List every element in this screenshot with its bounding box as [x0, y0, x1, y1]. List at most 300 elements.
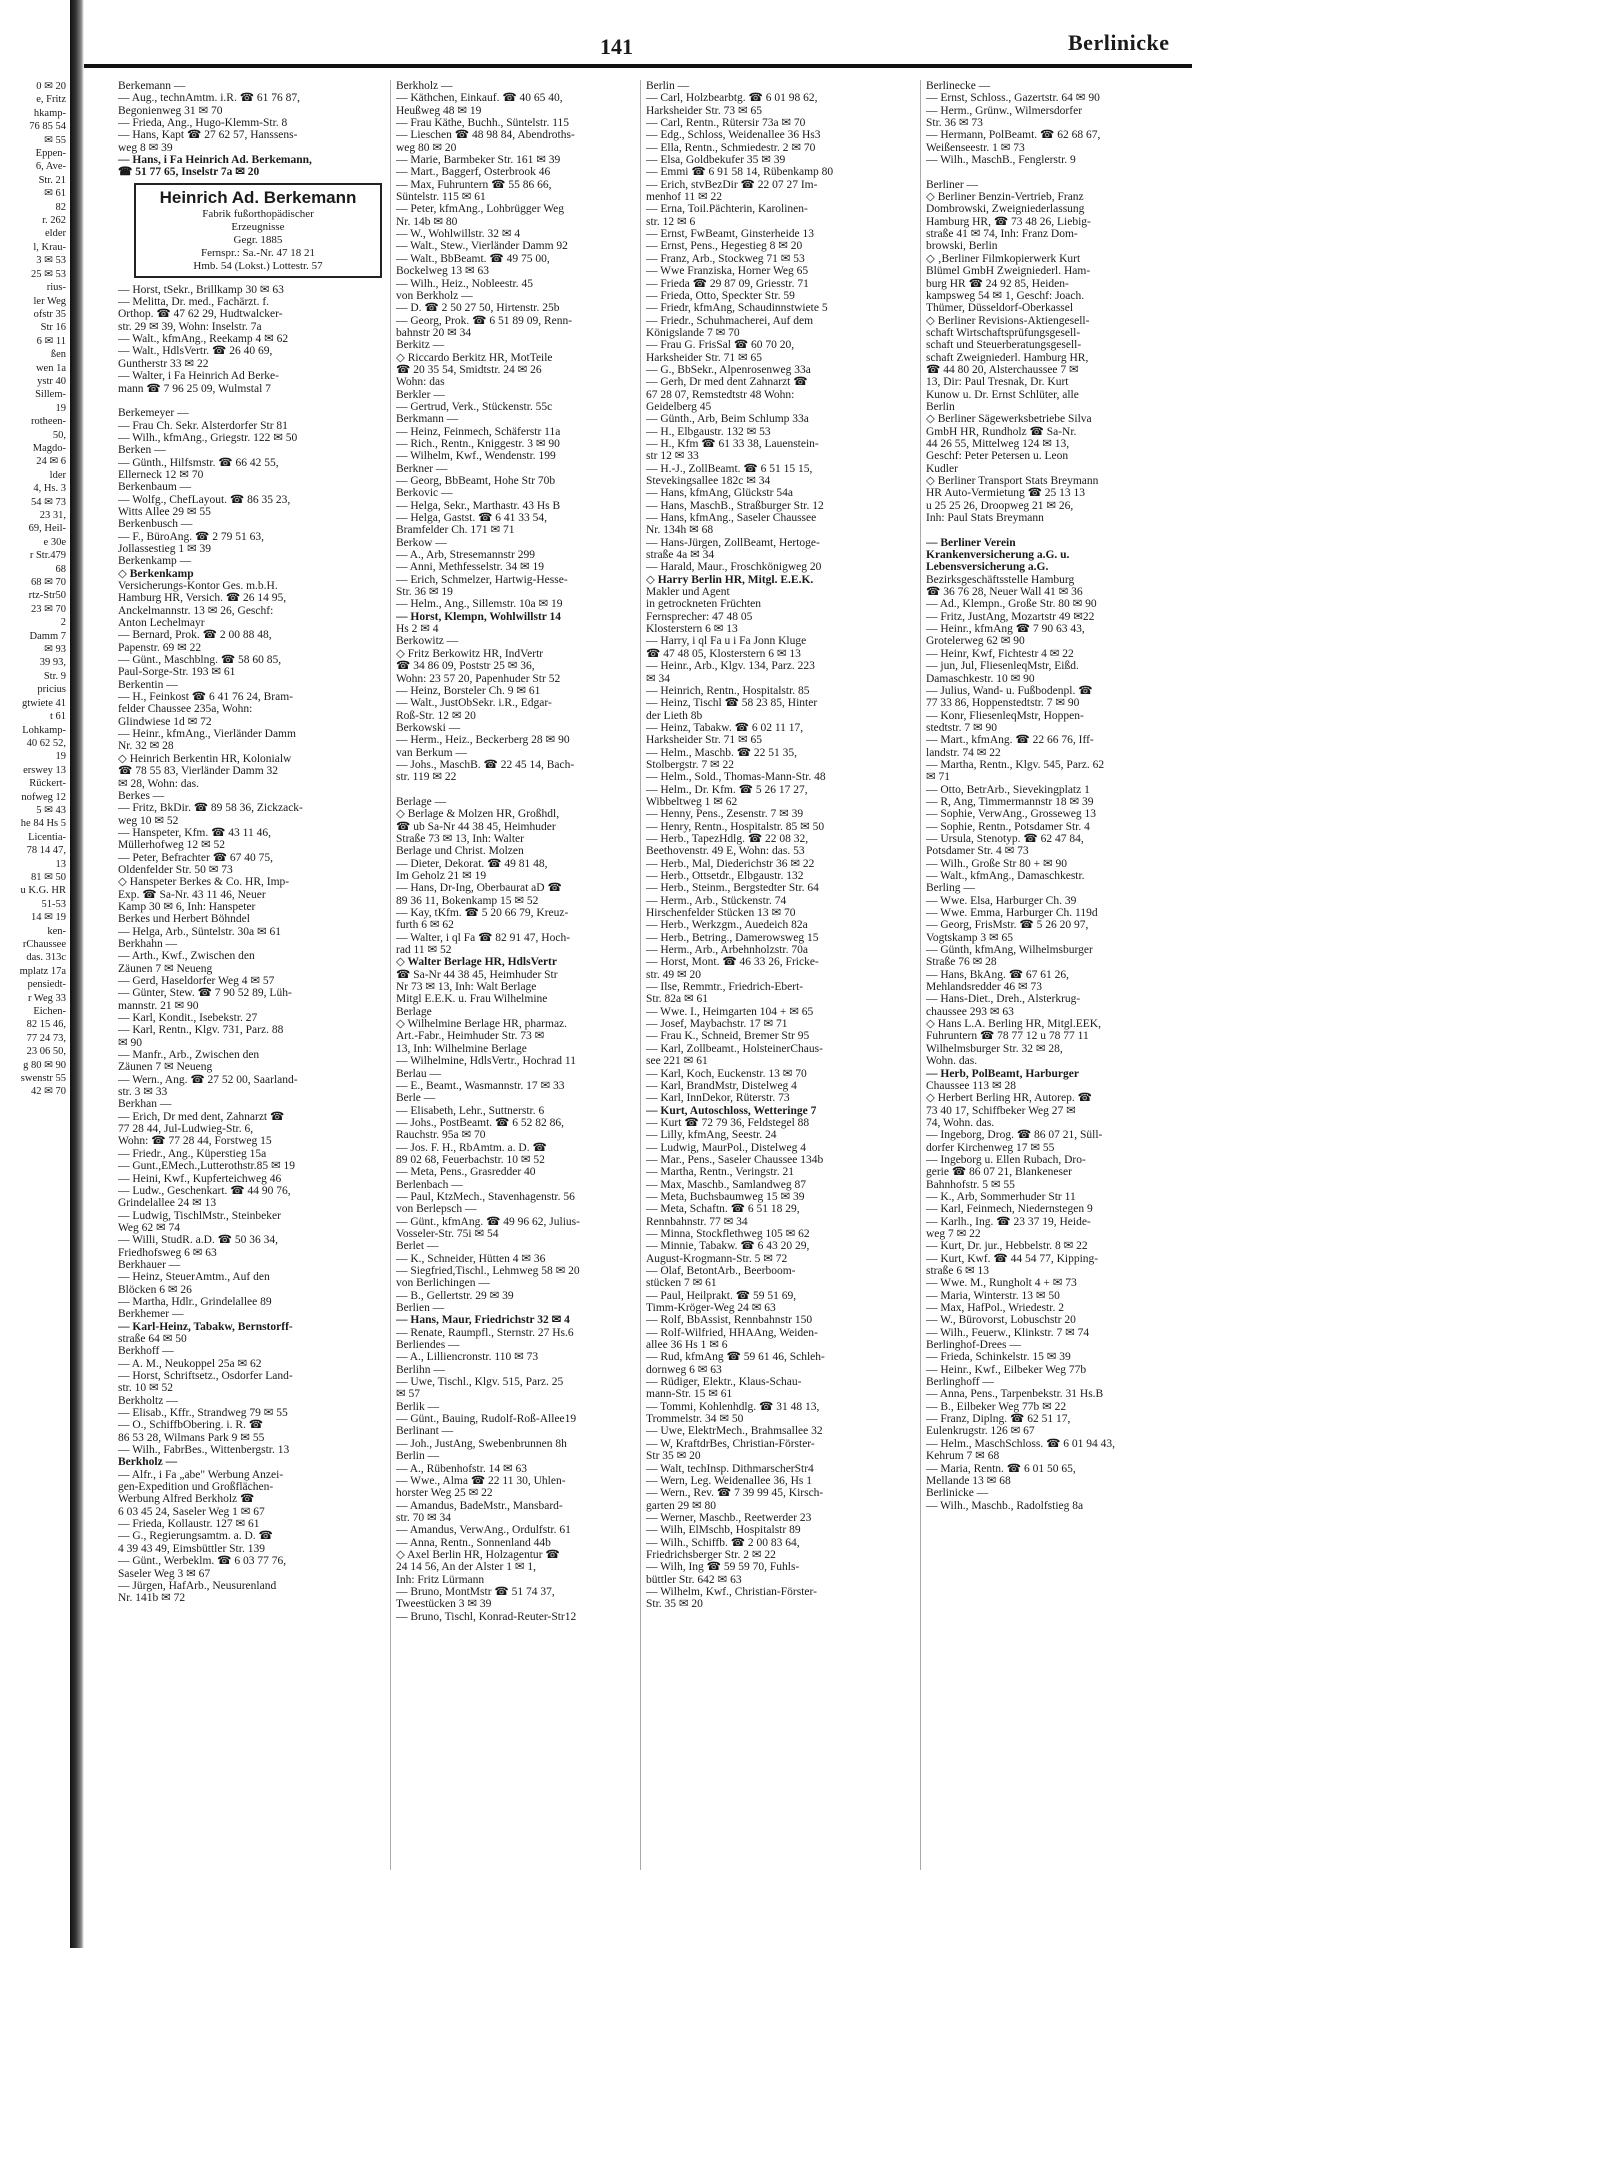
column-divider — [390, 80, 391, 1870]
previous-page-fragment: das. 313c — [26, 952, 66, 964]
directory-entry-line: — Frieda, Kollaustr. 127 ✉ 61 — [118, 1518, 260, 1531]
directory-entry-line: Berkhauer — — [118, 1258, 181, 1271]
previous-page-fragment: 5 ✉ 43 — [36, 804, 66, 816]
previous-page-fragment: mplatz 17a — [19, 965, 66, 977]
directory-entry-line: Oldenfelder Str. 50 ✉ 73 — [118, 863, 233, 876]
directory-entry-line: ◇ Berliner Sägewerksbetriebe Silva — [926, 413, 1092, 426]
previous-page-fragment: rotheen- — [31, 416, 66, 428]
directory-entry-line: — Wern, Leg. Weidenallee 36, Hs 1 — [646, 1474, 813, 1487]
directory-entry-line: — Rich., Rentn., Kniggestr. 3 ✉ 90 — [396, 437, 560, 450]
directory-entry-line: Hs 2 ✉ 4 — [396, 623, 439, 636]
directory-entry-line: — Karl, BrandMstr, Distelweg 4 — [646, 1079, 797, 1092]
directory-entry-line: — Wwe Franziska, Horner Weg 65 — [646, 265, 809, 278]
directory-entry-line: — Günt., Maschblng. ☎ 58 60 85, — [118, 654, 282, 667]
directory-entry-line: — Martha, Rentn., Veringstr. 21 — [646, 1166, 794, 1179]
directory-entry-line: — Hans-Jürgen, ZollBeamt, Hertoge- — [646, 536, 820, 549]
directory-entry-line: — Amandus, VerwAng., Ordulfstr. 61 — [396, 1524, 571, 1537]
previous-page-fragment: 23 ✉ 70 — [30, 603, 66, 615]
directory-entry-line: Berlet — — [396, 1240, 439, 1253]
directory-entry-line: Berliner — — [926, 178, 979, 191]
previous-page-fragment: Str. 21 — [38, 174, 66, 186]
directory-entry-line: 73 40 17, Schiffbeker Weg 27 ✉ — [926, 1104, 1076, 1117]
directory-entry-line: ✉ 34 — [646, 672, 671, 685]
directory-entry-line: ☎ ub Sa-Nr 44 38 45, Heimhuder — [396, 820, 556, 833]
directory-entry-line: ◇ Heinrich Berkentin HR, Kolonialw — [118, 752, 292, 765]
directory-entry-line: Wohn: das — [396, 376, 445, 389]
directory-entry-line: str. 3 ✉ 33 — [118, 1086, 168, 1099]
directory-entry-line: — Minnie, Tabakw. ☎ 6 43 20 29, — [646, 1240, 810, 1253]
directory-entry-line: — Erna, Toil.Pächterin, Karolinen- — [646, 203, 808, 216]
directory-entry-line: — Frau G. FrisSal ☎ 60 70 20, — [646, 339, 795, 352]
directory-entry-line: — Elisabeth, Lehr., Suttnerstr. 6 — [396, 1104, 545, 1117]
directory-entry-line — [926, 524, 1194, 536]
directory-entry-line: — Anna, Pens., Tarpenbekstr. 31 Hs.B — [926, 1388, 1104, 1401]
directory-entry-line: — Carl, Rentn., Rütersir 73a ✉ 70 — [646, 117, 806, 130]
advertisement-line: Gegr. 1885 — [233, 233, 283, 246]
directory-entry-line: Berliendes — — [396, 1339, 460, 1352]
previous-page-fragment: 23 31, — [39, 510, 66, 521]
previous-page-fragment: t 61 — [49, 711, 66, 723]
directory-entry-line: — Henny, Pens., Zesenstr. 7 ✉ 39 — [646, 808, 804, 821]
directory-entry-line: straße 64 ✉ 50 — [118, 1332, 187, 1345]
directory-entry-line: Berlinecke — — [926, 80, 991, 92]
directory-entry-line: — Ludw., Geschenkart. ☎ 44 90 76, — [118, 1184, 291, 1197]
previous-page-fragment: 51-53 — [41, 898, 66, 910]
directory-entry-line: — Meta, Pens., Grasredder 40 — [396, 1166, 536, 1179]
directory-entry-line: — Wilh., Feuerw., Klinkstr. 7 ✉ 74 — [926, 1326, 1090, 1339]
previous-page-fragment: Sillem- — [35, 389, 66, 401]
directory-entry-line: ☎ 44 80 20, Alsterchaussee 7 ✉ — [926, 363, 1079, 376]
directory-entry-line: ◇ Berliner Transport Stats Breymann — [926, 475, 1099, 487]
directory-entry-line: str. 10 ✉ 52 — [118, 1382, 174, 1395]
directory-entry-line: Dombrowski, Zweigniederlassung — [926, 203, 1085, 216]
directory-entry-line: — Karl, Rentn., Klgv. 731, Parz. 88 — [118, 1024, 284, 1037]
directory-entry-line: — Konr, FliesenleqMstr, Hoppen- — [926, 709, 1084, 722]
page-binding-shadow — [70, 0, 84, 1948]
directory-entry-line: — B., Eilbeker Weg 77b ✉ 22 — [926, 1400, 1067, 1413]
directory-entry-line: — Georg, Prok. ☎ 6 51 89 09, Renn- — [396, 314, 573, 327]
directory-entry-line: — Bruno, MontMstr ☎ 51 74 37, — [396, 1585, 555, 1598]
directory-entry-line: — Karl, Kondit., Isebekstr. 27 — [118, 1012, 258, 1025]
directory-entry-line: Roß-Str. 12 ✉ 20 — [396, 709, 476, 722]
directory-entry-line: Ellerneck 12 ✉ 70 — [118, 468, 204, 481]
directory-entry-line: — Bernard, Prok. ☎ 2 00 88 48, — [118, 629, 272, 642]
directory-entry-line: Berkholtz — — [118, 1394, 178, 1407]
previous-page-fragment: rius- — [46, 282, 66, 294]
directory-entry-line: Heußweg 48 ✉ 19 — [396, 104, 482, 117]
directory-entry-line: ☎ 47 48 05, Klosterstern 6 ✉ 13 — [646, 647, 801, 660]
directory-entry-line: Berkenkamp — — [118, 555, 192, 568]
previous-page-fragment: 69, Heil- — [28, 523, 66, 535]
directory-entry-line: Berkow — — [396, 536, 447, 549]
previous-page-fragment: 78 14 47, — [26, 845, 66, 857]
directory-entry-line: 89 36 11, Bokenkamp 15 ✉ 52 — [396, 894, 539, 907]
directory-entry-line: — K., Schneider, Hütten 4 ✉ 36 — [396, 1252, 546, 1265]
page-number: 141 — [600, 34, 633, 59]
directory-entry-line: — Edg., Schloss, Weidenallee 36 Hs3 — [646, 129, 821, 142]
directory-entry-line: — Günth., Arb, Beim Schlump 33a — [646, 413, 809, 426]
directory-entry-line: — Ernst, Schloss., Gazertstr. 64 ✉ 90 — [926, 92, 1100, 105]
directory-entry-line: Begonienweg 31 ✉ 70 — [118, 104, 223, 117]
previous-page-fragment: 19 — [55, 402, 66, 414]
directory-entry-line: dornweg 6 ✉ 63 — [646, 1363, 722, 1376]
directory-entry-line: — Lilly, kfmAng, Seestr. 24 — [646, 1129, 777, 1142]
directory-entry-line: Glindwiese 1d ✉ 72 — [118, 715, 212, 728]
directory-entry-line: — Wilhelmine, HdlsVertr., Hochrad 11 — [396, 1055, 576, 1068]
directory-entry-line: — Dieter, Dekorat. ☎ 49 81 48, — [396, 857, 548, 870]
directory-entry-line: — Wwe. Emma, Harburger Ch. 119d — [926, 907, 1098, 920]
directory-entry-line: — Henry, Rentn., Hospitalstr. 85 ✉ 50 — [646, 820, 825, 833]
directory-entry-line: Nr. 32 ✉ 28 — [118, 740, 174, 753]
header-rule — [84, 64, 1192, 68]
directory-entry-line: Saseler Weg 3 ✉ 67 — [118, 1567, 211, 1580]
directory-entry-line: Berkitz — — [396, 339, 445, 352]
directory-entry-line: — Gunt.,EMech.,Lutterothstr.85 ✉ 19 — [118, 1160, 296, 1173]
directory-entry-line: — Walter, i ql Fa ☎ 82 91 47, Hoch- — [396, 931, 571, 944]
directory-entry-line: ☎ 20 35 54, Smidtstr. 24 ✉ 26 — [396, 363, 542, 376]
directory-entry-line: Süntelstr. 115 ✉ 61 — [396, 191, 486, 204]
directory-entry-line: — Franz, Diplng. ☎ 62 51 17, — [926, 1413, 1071, 1426]
directory-entry-line: Berkhahn — — [118, 937, 178, 950]
directory-entry-line: 77 28 44, Jul-Ludwieg-Str. 6, — [118, 1123, 254, 1136]
previous-page-fragment: 25 ✉ 53 — [30, 268, 66, 280]
previous-page-fragment: rChaussee — [22, 939, 66, 950]
directory-entry-line: — W., Bürovorst, Lobuschstr 20 — [926, 1314, 1076, 1327]
directory-entry-line: — Kurt ☎ 72 79 36, Feldstegel 88 — [646, 1116, 810, 1129]
column-divider — [920, 80, 921, 1870]
directory-entry-line: — Hanspeter, Kfm. ☎ 43 11 46, — [118, 826, 272, 839]
directory-entry-line: Stevekingsallee 182c ✉ 34 — [646, 475, 771, 487]
directory-entry-line: — Helga, Gastst. ☎ 6 41 33 54, — [396, 512, 548, 525]
directory-entry-line: — Frau Ch. Sekr. Alsterdorfer Str 81 — [118, 419, 288, 432]
previous-page-fragment: 82 15 46, — [26, 1019, 66, 1031]
directory-entry-line: Nr. 134h ✉ 68 — [646, 524, 714, 537]
directory-entry-line: — Walt., Stew., Vierländer Damm 92 — [396, 240, 568, 253]
directory-entry-line: — Heini, Kwf., Kupferteichweg 46 — [118, 1172, 282, 1185]
directory-entry-line: — G., Regierungsamtm. a. D. ☎ — [118, 1530, 273, 1543]
directory-entry-line: mannstr. 21 ✉ 90 — [118, 999, 199, 1012]
directory-entry-line: Blöcken 6 ✉ 26 — [118, 1283, 192, 1296]
directory-entry-line: — Wilh, Ing ☎ 59 59 70, Fuhls- — [646, 1561, 800, 1574]
previous-page-fragment: Damm 7 — [29, 630, 66, 642]
directory-entry-line: chaussee 293 ✉ 63 — [926, 1005, 1014, 1018]
directory-entry-line: Fernsprecher: 47 48 05 — [646, 610, 753, 623]
directory-entry-line: Str. 35 ✉ 20 — [646, 1598, 703, 1611]
directory-entry-line: — Minna, Stockflethweg 105 ✉ 62 — [646, 1227, 810, 1240]
directory-entry-line: Berkhemer — — [118, 1308, 184, 1321]
directory-entry-line: — Tommi, Kohlenhdlg. ☎ 31 48 13, — [646, 1400, 820, 1413]
previous-page-fragment: 14 ✉ 19 — [30, 912, 66, 924]
directory-entry-line: — Wilh., FabrBes., Wittenbergstr. 13 — [118, 1444, 290, 1457]
directory-entry-line: — Walt., BbBeamt. ☎ 49 75 00, — [396, 252, 550, 265]
directory-entry-line: — Käthchen, Einkauf. ☎ 40 65 40, — [396, 92, 563, 105]
directory-entry-line: — Hans, i Fa Heinrich Ad. Berkemann, — [118, 154, 312, 167]
directory-entry-line: — Friedr, kfmAng, Schaudinnstwiete 5 — [646, 302, 828, 315]
directory-entry-line: Berkhoff — — [118, 1345, 174, 1358]
directory-entry-line: — Heinz, SteuerAmtm., Auf den — [118, 1271, 270, 1284]
directory-entry-line: — Fritz, BkDir. ☎ 89 58 36, Zickzack- — [118, 802, 303, 815]
directory-entry-line: — W, KraftdrBes, Christian-Förster- — [646, 1437, 815, 1450]
directory-entry-line: — Paul, Heilprakt. ☎ 59 51 69, — [646, 1289, 797, 1302]
directory-entry-line: Damaschkestr. 10 ✉ 90 — [926, 672, 1035, 685]
previous-page-fragment: wen 1a — [35, 362, 66, 374]
previous-page-fragment: 40 62 52, — [26, 737, 66, 749]
directory-entry-line: — Josef, Maybachstr. 17 ✉ 71 — [646, 1018, 788, 1031]
directory-entry-line: — Ludwig, MaurPol., Distelweg 4 — [646, 1141, 807, 1154]
directory-entry-line: ◇ Riccardo Berkitz HR, MotTeile — [396, 351, 553, 364]
directory-entry-line: — Meta, Buchsbaumweg 15 ✉ 39 — [646, 1190, 805, 1203]
directory-entry-line: — Maria, Rentn. ☎ 6 01 50 65, — [926, 1462, 1076, 1475]
directory-entry-line: str. 12 ✉ 6 — [646, 215, 696, 228]
directory-entry-line — [396, 784, 664, 796]
directory-entry-line: Jollassestieg 1 ✉ 39 — [118, 542, 212, 555]
directory-entry-line: str. 119 ✉ 22 — [396, 771, 457, 784]
directory-entry-line: ✉ 90 — [118, 1036, 143, 1049]
directory-entry-line: — Friedr., Ang., Küperstieg 15a — [118, 1147, 267, 1160]
directory-entry-line: Berkner — — [396, 462, 448, 475]
directory-entry-line: ◇ Hans L.A. Berling HR, Mitgl.EEK, — [926, 1018, 1101, 1031]
directory-entry-line: Lebensversicherung a.G. — [926, 561, 1049, 574]
directory-entry-line: — Willi, StudR. a.D. ☎ 50 36 34, — [118, 1234, 278, 1247]
previous-page-fragment: Str. 9 — [43, 670, 66, 682]
previous-page-fragment: g 80 ✉ 90 — [23, 1059, 66, 1071]
previous-page-fragment: gtwiete 41 — [21, 697, 66, 709]
directory-entry-line: — Frau K., Schneid, Bremer Str 95 — [646, 1030, 810, 1043]
previous-page-fragment: lder — [49, 469, 66, 481]
directory-entry-line: Müllerhofweg 12 ✉ 52 — [118, 839, 226, 852]
directory-entry-line: — Heinr., kfmAng ☎ 7 90 63 43, — [926, 623, 1085, 636]
directory-entry-line: büttler Str. 642 ✉ 63 — [646, 1573, 742, 1586]
directory-entry-line: — Wilh., Maschb., Radolfstieg 8a — [926, 1499, 1084, 1512]
directory-entry-line: — Frieda, Schinkelstr. 15 ✉ 39 — [926, 1351, 1071, 1364]
directory-entry-line: — H., Kfm ☎ 61 33 38, Lauenstein- — [646, 437, 819, 450]
directory-entry-line: schaft und Steuerberatungsgesell- — [926, 339, 1082, 352]
directory-entry-line: Straße 73 ✉ 13, Inh: Walter — [396, 832, 524, 845]
directory-entry-line: gen-Expedition und Großflächen- — [118, 1481, 274, 1494]
directory-entry-line: — Peter, Befrachter ☎ 67 40 75, — [118, 851, 274, 864]
directory-entry-line: — Ernst, FwBeamt, Ginsterheide 13 — [646, 228, 815, 241]
directory-entry-line: weg 80 ✉ 20 — [396, 141, 457, 154]
directory-entry-line: — Helm., MaschSchloss. ☎ 6 01 94 43, — [926, 1437, 1116, 1450]
previous-page-fragment: swenstr 55 — [20, 1073, 66, 1085]
previous-page-fragment: l, Krau- — [33, 241, 66, 253]
directory-entry-line: 89 02 68, Feuerbachstr. 10 ✉ 52 — [396, 1153, 545, 1166]
directory-entry-line: ◇ Walter Berlage HR, HdlsVertr — [396, 956, 557, 969]
directory-entry-line: — Emmi ☎ 6 91 58 14, Rübenkamp 80 — [646, 166, 834, 179]
directory-entry-line: Guntherstr 33 ✉ 22 — [118, 357, 209, 370]
directory-entry-line: — E., Beamt., Wasmannstr. 17 ✉ 33 — [396, 1079, 565, 1092]
directory-entry-line: Klosterstern 6 ✉ 13 — [646, 623, 738, 636]
directory-entry-line: Str. 36 ✉ 73 — [926, 117, 983, 130]
directory-entry-line: — Otto, BetrArb., Sievekingplatz 1 — [926, 783, 1090, 796]
directory-entry-line: Hamburg HR, Versich. ☎ 26 14 95, — [118, 592, 287, 605]
directory-entry-line: — Hermann, PolBeamt. ☎ 62 68 67, — [926, 129, 1101, 142]
directory-entry-line: — Maria, Winterstr. 13 ✉ 50 — [926, 1289, 1060, 1302]
directory-entry-line: rad 11 ✉ 52 — [396, 944, 452, 957]
directory-entry-line: — Helga, Sekr., Marthastr. 43 Hs B — [396, 499, 561, 512]
previous-page-fragment: 6 ✉ 11 — [36, 335, 66, 347]
advertisement-line: Fabrik fußorthopädischer — [202, 207, 314, 220]
directory-entry-line: ◇ Berliner Revisions-Aktiengesell- — [926, 314, 1090, 327]
directory-entry-line: — Meta, Schaftn. ☎ 6 51 18 29, — [646, 1203, 800, 1216]
directory-entry-line: straße 6 ✉ 13 — [926, 1265, 989, 1277]
directory-entry-line: — Kurt, Autoschloss, Wetteringe 7 — [646, 1104, 817, 1117]
directory-entry-line: Berlage und Christ. Molzen — [396, 845, 524, 858]
directory-entry-line: Berkemeyer — — [118, 407, 189, 420]
directory-entry-line: — Walter, i Fa Heinrich Ad Berke- — [118, 370, 279, 383]
directory-entry-line: — Uwe, ElektrMech., Brahmsallee 32 — [646, 1425, 823, 1438]
directory-entry-line: — Heinr, Kwf, Fichtestr 4 ✉ 22 — [926, 647, 1074, 660]
directory-entry-line: — Hans-Diet., Dreh., Alsterkrug- — [926, 993, 1081, 1006]
directory-entry-line: Friedhofsweg 6 ✉ 63 — [118, 1246, 217, 1259]
directory-entry-line: stücken 7 ✉ 61 — [646, 1277, 717, 1290]
directory-entry-line: Eulenkrugstr. 126 ✉ 67 — [926, 1425, 1035, 1438]
previous-page-fragment: Rückert- — [29, 778, 66, 790]
directory-entry-line: — Helm., Dr. Kfm. ☎ 5 26 17 27, — [646, 783, 808, 796]
directory-entry-line: Berlinghof-Drees — — [926, 1339, 1021, 1352]
previous-page-edge — [0, 80, 66, 1890]
previous-page-fragment: elder — [45, 228, 66, 240]
directory-entry-line: — Herb., Steinm., Bergstedter Str. 64 — [646, 882, 819, 895]
directory-entry-line: — Franz, Arb., Stockweg 71 ✉ 53 — [646, 252, 805, 265]
directory-entry-line: Berkowski — — [396, 721, 461, 734]
directory-entry-line: 77 33 86, Hoppenstedtstr. 7 ✉ 90 — [926, 697, 1080, 710]
directory-entry-line: ◇ Herbert Berling HR, Autorep. ☎ — [926, 1092, 1092, 1105]
directory-entry-line: — O., SchiffbObering. i. R. ☎ — [118, 1419, 264, 1432]
directory-entry-line: ◇ Hanspeter Berkes & Co. HR, Imp- — [118, 876, 290, 889]
directory-entry-line: 67 28 07, Remstedtstr 48 Wohn: — [646, 388, 795, 401]
directory-entry-line: Hamburg HR, ☎ 73 48 26, Liebig- — [926, 215, 1091, 228]
directory-entry-line: Weißenseestr. 1 ✉ 73 — [926, 141, 1025, 154]
directory-entry-line: Berlinicke — — [926, 1487, 989, 1500]
directory-entry-line: — Heinz, Borsteler Ch. 9 ✉ 61 — [396, 684, 541, 697]
directory-entry-line: Berlin — [926, 400, 955, 413]
directory-entry-line: — D. ☎ 2 50 27 50, Hirtenstr. 25b — [396, 302, 560, 315]
directory-entry-line: Mellande 13 ✉ 68 — [926, 1474, 1011, 1487]
directory-entry-line: Berken — — [118, 444, 166, 457]
directory-entry-line: — Heinr., Arb., Klgv. 134, Parz. 223 — [646, 660, 815, 673]
directory-entry-line: menhof 11 ✉ 22 — [646, 191, 722, 204]
previous-page-fragment: rtz-Str50 — [28, 590, 66, 602]
directory-entry-line: — Ludwig, TischlMstr., Steinbeker — [118, 1209, 281, 1222]
directory-entry-line — [926, 166, 1194, 178]
directory-entry-line: mann-Str. 15 ✉ 61 — [646, 1388, 733, 1401]
directory-entry-line: — Hans, MaschB., Straßburger Str. 12 — [646, 499, 824, 512]
advertisement-line: Fernspr.: Sa.-Nr. 47 18 21 — [201, 246, 315, 259]
directory-entry-line: — Elsa, Goldbekufer 35 ✉ 39 — [646, 154, 786, 167]
directory-entry-line: Berkmann — — [396, 413, 459, 426]
directory-entry-line: Rennbahnstr. 77 ✉ 34 — [646, 1215, 748, 1228]
directory-entry-line: ◇ Fritz Berkowitz HR, IndVertr — [396, 647, 544, 660]
previous-page-fragment: 68 ✉ 70 — [30, 577, 66, 589]
directory-entry-line: Str 35 ✉ 20 — [646, 1450, 701, 1463]
directory-entry-line: — Walt., JustObSekr. i.R., Edgar- — [396, 697, 552, 710]
directory-entry-line: — Hans, kfmAng., Saseler Chaussee — [646, 512, 817, 525]
directory-column-2 — [396, 80, 664, 1870]
directory-entry-line: Makler und Agent — [646, 586, 730, 599]
directory-entry-line: — Johs., MaschB. ☎ 22 45 14, Bach- — [396, 758, 575, 771]
directory-entry-line: GmbH HR, Rundholz ☎ Sa-Nr. — [926, 425, 1077, 438]
directory-entry-line: — Uwe, Tischl., Klgv. 515, Parz. 25 — [396, 1376, 564, 1389]
directory-entry-line: Inh: Fritz Lürmann — [396, 1573, 485, 1586]
directory-entry-line: — Heinrich, Rentn., Hospitalstr. 85 — [646, 684, 810, 697]
directory-entry-line: von Berkholz — — [396, 289, 473, 302]
previous-page-fragment: 42 ✉ 70 — [30, 1086, 66, 1098]
directory-entry-line: — Olaf, BetontArb., Beerboom- — [646, 1265, 796, 1277]
directory-entry-line: 13, Dir: Paul Tresnak, Dr. Kurt — [926, 376, 1069, 389]
directory-entry-line: — Max, Maschb., Samlandweg 87 — [646, 1178, 807, 1191]
directory-entry-line: — Arth., Kwf., Zwischen den — [118, 950, 255, 963]
previous-page-fragment: ✉ 55 — [44, 134, 66, 146]
directory-entry-line: — Karl, Koch, Euckenstr. 13 ✉ 70 — [646, 1067, 807, 1080]
column-divider — [640, 80, 641, 1870]
directory-entry-line: Bockelweg 13 ✉ 63 — [396, 265, 489, 278]
previous-page-fragment: 54 ✉ 73 — [30, 496, 66, 508]
directory-entry-line: ◇ Harry Berlin HR, Mitgl. E.E.K. — [646, 573, 814, 586]
directory-entry-line: — Werner, Maschb., Reetwerder 23 — [646, 1511, 812, 1524]
directory-entry-line: Orthop. ☎ 47 62 29, Hudtwalcker- — [118, 308, 283, 321]
directory-entry-line: — B., Gellertstr. 29 ✉ 39 — [396, 1289, 514, 1302]
directory-entry-line: — Rüdiger, Elektr., Klaus-Schau- — [646, 1376, 802, 1389]
directory-entry-line: — Walt., kfmAng., Reekamp 4 ✉ 62 — [118, 333, 289, 346]
directory-entry-line: garten 29 ✉ 80 — [646, 1499, 716, 1512]
directory-entry-line: furth 6 ✉ 62 — [396, 919, 454, 932]
directory-entry-line: mann ☎ 7 96 25 09, Wulmstal 7 — [118, 382, 271, 395]
directory-entry-line: Grotelerweg 62 ✉ 90 — [926, 635, 1025, 648]
previous-page-fragment: 13 — [55, 858, 66, 870]
directory-entry-line: — Siegfried,Tischl., Lehmweg 58 ✉ 20 — [396, 1265, 580, 1277]
directory-entry-line: — Marie, Barmbeker Str. 161 ✉ 39 — [396, 154, 561, 167]
directory-entry-line: Berkenbusch — — [118, 518, 193, 531]
previous-page-fragment: r Weg 33 — [27, 992, 66, 1004]
directory-entry-line: ☎ 36 76 28, Neuer Wall 41 ✉ 36 — [926, 586, 1083, 599]
directory-entry-line: Bramfelder Ch. 171 ✉ 71 — [396, 524, 515, 537]
directory-entry-line: Berlinant — — [396, 1425, 454, 1438]
directory-entry-line: — Lieschen ☎ 48 98 84, Abendroths- — [396, 129, 575, 142]
directory-entry-line: — Carl, Holzbearbtg. ☎ 6 01 98 62, — [646, 92, 818, 105]
directory-entry-line: — H.-J., ZollBeamt. ☎ 6 51 15 15, — [646, 462, 813, 475]
directory-entry-line: — G., BbSekr., Alpenrosenweg 33a — [646, 363, 811, 376]
directory-entry-line: Weg 62 ✉ 74 — [118, 1221, 181, 1234]
directory-entry-line: — Wern., Rev. ☎ 7 39 99 45, Kirsch- — [646, 1487, 824, 1500]
previous-page-fragment: ofstr 35 — [33, 308, 66, 320]
directory-entry-line: ☎ Sa-Nr 44 38 45, Heimhuder Str — [396, 968, 558, 981]
directory-entry-line: str. 49 ✉ 20 — [646, 968, 702, 981]
directory-entry-line: — H., Feinkost ☎ 6 41 76 24, Bram- — [118, 691, 293, 704]
directory-entry-line: schaft Wirtschaftsprüfungsgesell- — [926, 326, 1081, 339]
directory-entry-line: Berlenbach — — [396, 1178, 463, 1191]
previous-page-fragment: Magdo- — [32, 442, 66, 454]
directory-entry-line: — A., Rübenhofstr. 14 ✉ 63 — [396, 1462, 528, 1475]
previous-page-fragment: 4, Hs. 3 — [33, 483, 66, 495]
directory-entry-line: Wilhelmsburger Str. 32 ✉ 28, — [926, 1042, 1063, 1055]
directory-entry-line: Thümer, Düsseldorf-Oberkassel — [926, 302, 1074, 315]
directory-entry-line: Blümel GmbH Zweigniederl. Ham- — [926, 265, 1091, 278]
directory-entry-line: — Günter, Stew. ☎ 7 90 52 89, Lüh- — [118, 987, 292, 1000]
directory-entry-line: HR Auto-Vermietung ☎ 25 13 13 — [926, 487, 1086, 500]
directory-entry-line: — Frau Käthe, Buchh., Süntelstr. 115 — [396, 117, 570, 130]
directory-entry-line: Beethovenstr. 49 E, Wohn: das. 53 — [646, 845, 805, 858]
previous-page-fragment: pricius — [37, 684, 66, 696]
directory-entry-line: — Erich, Dr med dent, Zahnarzt ☎ — [118, 1110, 285, 1123]
directory-entry-line: — Jürgen, HafArb., Neusurenland — [118, 1579, 277, 1592]
directory-entry-line: Nr. 14b ✉ 80 — [396, 215, 458, 228]
directory-entry-line: Tweestücken 3 ✉ 39 — [396, 1598, 492, 1611]
directory-entry-line: str 12 ✉ 33 — [646, 450, 699, 463]
directory-entry-line: — Heinz, Tabakw. ☎ 6 02 11 17, — [646, 721, 804, 734]
previous-page-fragment: 50, — [52, 429, 66, 441]
directory-entry-line: horster Weg 25 ✉ 22 — [396, 1487, 493, 1500]
